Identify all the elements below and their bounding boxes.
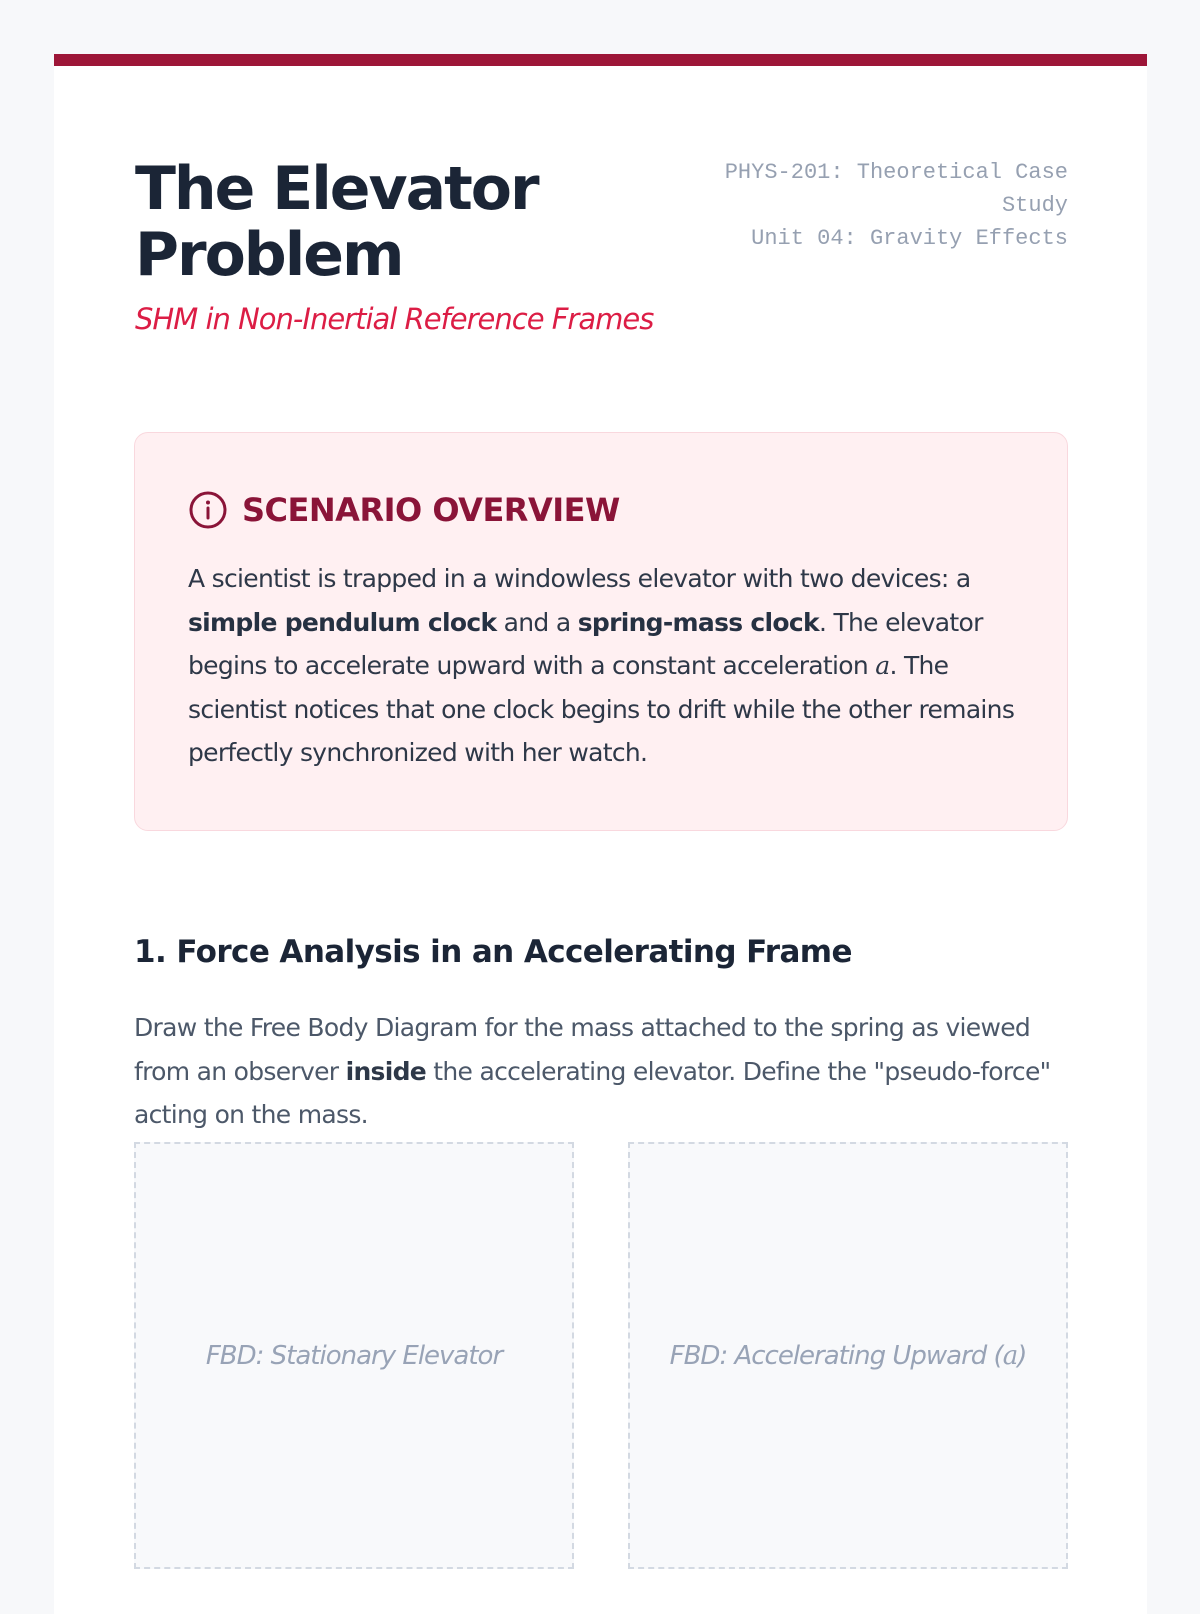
acceleration-symbol: a bbox=[1002, 1340, 1018, 1371]
acceleration-symbol: a bbox=[875, 651, 890, 680]
inside-emphasis: inside bbox=[345, 1056, 427, 1086]
info-circle-icon bbox=[188, 490, 228, 530]
pendulum-clock-term: simple pendulum clock bbox=[188, 607, 497, 637]
scenario-heading: SCENARIO OVERVIEW bbox=[242, 491, 620, 529]
scenario-text-part: and a bbox=[496, 607, 578, 637]
spring-mass-clock-term: spring-mass clock bbox=[577, 607, 819, 637]
page-title: The Elevator Problem bbox=[135, 154, 538, 290]
unit-label: Unit 04: Gravity Effects bbox=[751, 226, 1068, 251]
scenario-text-part: . The elevator begins to accelerate upward with a constant acceleration bbox=[188, 607, 983, 680]
fbd-stationary-label: FBD: Stationary Elevator bbox=[205, 1340, 503, 1371]
section-1-heading: 1. Force Analysis in an Accelerating Frame bbox=[134, 934, 852, 970]
course-meta bbox=[668, 156, 1068, 255]
page-subtitle: SHM in Non-Inertial Reference Frames bbox=[135, 302, 654, 336]
fbd-label-part: FBD: Accelerating Upward ( bbox=[669, 1340, 1003, 1371]
scenario-text-part: . The scientist notices that one clock begins to drift while the other remains perfectly synchronized with her watch. bbox=[188, 651, 1015, 767]
fbd-accelerating-label bbox=[670, 1341, 1027, 1371]
scenario-text-part: A scientist is trapped in a windowless elevator with two devices: a bbox=[188, 564, 971, 593]
fbd-accelerating-drawing-area[interactable] bbox=[628, 1142, 1068, 1569]
fbd-label-part: ) bbox=[1017, 1340, 1027, 1371]
scenario-text bbox=[188, 557, 1018, 775]
instruction-text-part: Draw the Free Body Diagram for the mass attached to the spring as viewed from an observer bbox=[134, 1013, 1031, 1086]
page-header bbox=[135, 156, 1068, 356]
course-code: PHYS-201: Theoretical Case Study bbox=[724, 160, 1068, 218]
section-1-instructions bbox=[134, 1006, 1059, 1137]
worksheet-page bbox=[54, 54, 1147, 1614]
instruction-text-part: the accelerating elevator. Define the "pseudo-force" acting on the mass. bbox=[134, 1056, 1051, 1129]
fbd-stationary-drawing-area[interactable] bbox=[134, 1142, 574, 1569]
scenario-overview-box bbox=[134, 432, 1068, 831]
scenario-header bbox=[188, 487, 1014, 533]
